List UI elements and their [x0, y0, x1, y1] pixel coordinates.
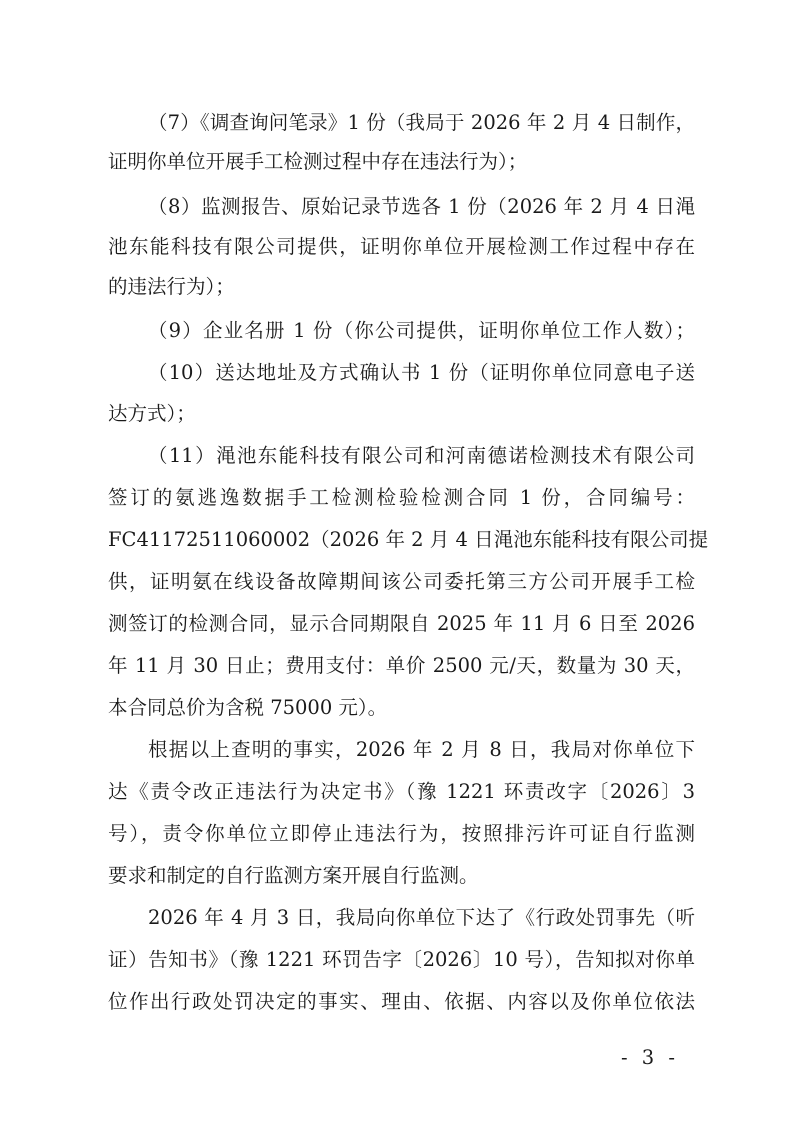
text-line: 的违法行为）；: [108, 275, 235, 298]
text-line: FC41172511060002（2026 年 2 月 4 日渑池东能科技有限公司提: [108, 528, 709, 551]
text-line: 测签订的检测合同，显示合同期限自 2025 年 11 月 6 日至 2026: [108, 612, 695, 635]
text-line: 达方式）；: [108, 402, 196, 425]
text-line: 位作出行政处罚决定的事实、理由、依据、内容以及你单位依法: [108, 990, 695, 1013]
text-line: （11）渑池东能科技有限公司和河南德诺检测技术有限公司: [148, 444, 695, 467]
text-line: 证明你单位开展手工检测过程中存在违法行为）；: [108, 150, 528, 173]
text-line: 要求和制定的自行监测方案开展自行监测。: [108, 864, 479, 887]
text-line: 达《责令改正违法行为决定书》（豫 1221 环责改字〔2026〕3: [108, 780, 695, 803]
text-line: 池东能科技有限公司提供，证明你单位开展检测工作过程中存在: [108, 235, 695, 258]
text-line: 年 11 月 30 日止；费用支付：单价 2500 元/天，数量为 30 天，: [108, 654, 695, 677]
text-line: （10）送达地址及方式确认书 1 份（证明你单位同意电子送: [148, 361, 695, 384]
text-line: （8）监测报告、原始记录节选各 1 份（2026 年 2 月 4 日渑: [148, 195, 695, 218]
page-number: - 3 -: [621, 1046, 679, 1069]
text-line: 签订的氨逃逸数据手工检测检验检测合同 1 份，合同编号：: [108, 486, 695, 509]
text-line: 本合同总价为含税 75000 元）。: [108, 696, 388, 719]
text-line: 根据以上查明的事实，2026 年 2 月 8 日，我局对你单位下: [148, 738, 695, 761]
text-line: 号），责令你单位立即停止违法行为，按照排污许可证自行监测: [108, 822, 695, 845]
text-line: 2026 年 4 月 3 日，我局向你单位下达了《行政处罚事先（听: [148, 906, 695, 929]
text-line: 证）告知书》（豫 1221 环罚告字〔2026〕10 号），告知拟对你单: [108, 948, 695, 971]
text-line: （7）《调查询问笔录》1 份（我局于 2026 年 2 月 4 日制作，: [148, 111, 695, 134]
text-line: （9）企业名册 1 份（你公司提供，证明你单位工作人数）；: [148, 319, 695, 342]
text-line: 供，证明氨在线设备故障期间该公司委托第三方公司开展手工检: [108, 570, 695, 593]
